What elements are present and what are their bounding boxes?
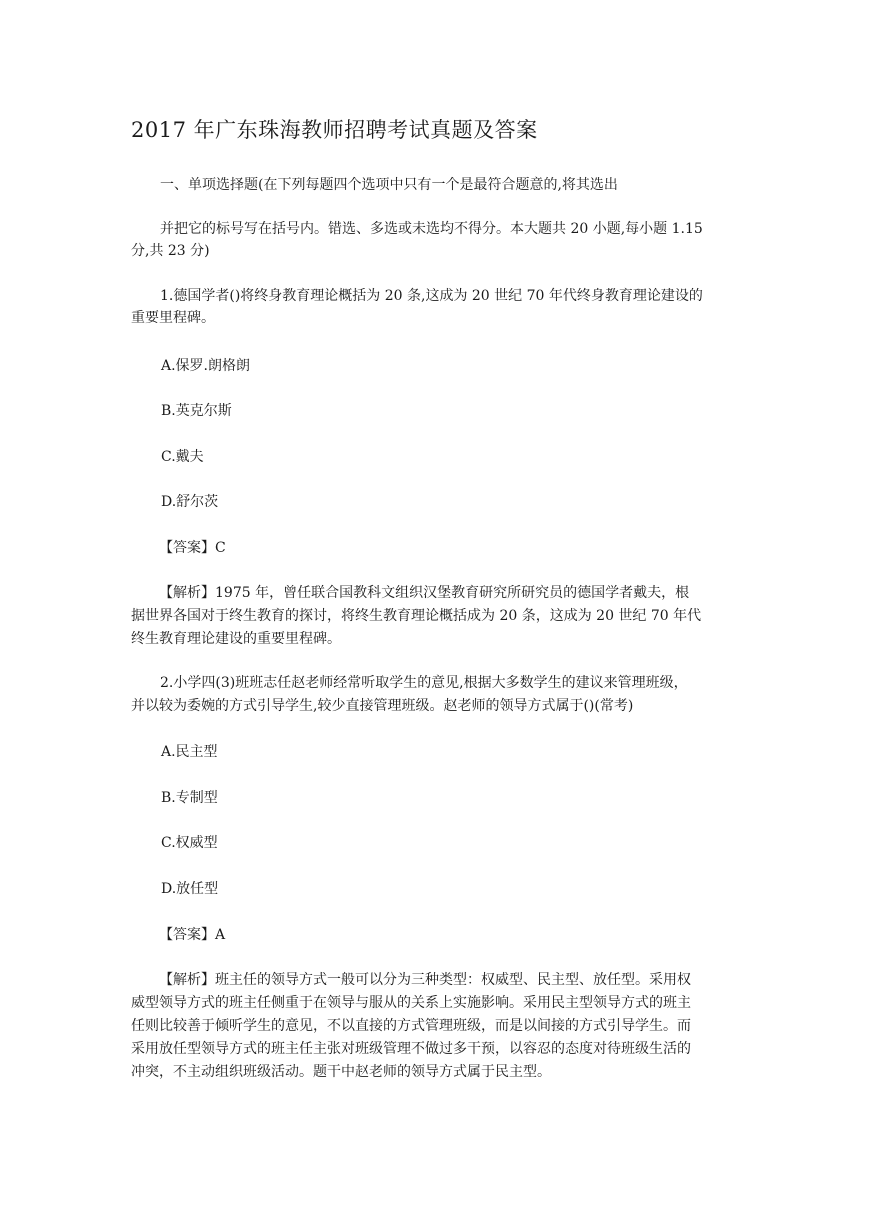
q1-option-d: D.舒尔茨 <box>161 494 219 510</box>
section-instruction-line-1: 一、单项选择题(在下列每题四个选项中只有一个是最符合题意的,将其选出 <box>160 177 618 193</box>
section-instruction-line-2: 并把它的标号写在括号内。错选、多选或未选均不得分。本大题共 20 小题,每小题 1.15 <box>160 221 703 237</box>
q1-analysis-line-1: 【解析】1975 年，曾任联合国教科文组织汉堡教育研究所研究员的德国学者戴夫，根 <box>159 585 690 601</box>
q1-option-c: C.戴夫 <box>161 449 204 465</box>
q1-option-b: B.英克尔斯 <box>161 403 232 419</box>
q2-stem-line-1: 2.小学四(3)班班志任赵老师经常听取学生的意见,根据大多数学生的建议来管理班级， <box>160 675 688 691</box>
q2-stem-line-2: 并以较为委婉的方式引导学生,较少直接管理班级。赵老师的领导方式属于()(常考) <box>131 698 634 714</box>
q1-option-a: A.保罗.朗格朗 <box>161 358 251 374</box>
q1-stem-line-2: 重要里程碑。 <box>131 310 215 326</box>
q1-analysis-line-3: 终生教育理论建设的重要里程碑。 <box>131 631 341 647</box>
q2-option-a: A.民主型 <box>161 744 218 760</box>
q2-analysis-line-4: 采用放任型领导方式的班主任主张对班级管理不做过多干预，以容忍的态度对待班级生活的 <box>131 1041 691 1057</box>
q1-analysis-line-2: 据世界各国对于终生教育的探讨，将终生教育理论概括成为 20 条，这成为 20 世纪 70 年代 <box>131 608 702 624</box>
q2-analysis-line-3: 任则比较善于倾听学生的意见，不以直接的方式管理班级，而是以间接的方式引导学生。而 <box>131 1018 691 1034</box>
q2-answer: 【答案】A <box>159 927 226 943</box>
q1-stem-line-1: 1.德国学者()将终身教育理论概括为 20 条,这成为 20 世纪 70 年代终身教育理论建设的 <box>160 288 703 304</box>
section-instruction-line-3: 分,共 23 分) <box>131 243 210 259</box>
q2-option-b: B.专制型 <box>161 790 218 806</box>
q2-analysis-line-1: 【解析】班主任的领导方式一般可以分为三种类型：权威型、民主型、放任型。采用权 <box>159 972 691 988</box>
q2-option-d: D.放任型 <box>161 881 219 897</box>
document-title: 2017 年广东珠海教师招聘考试真题及答案 <box>131 118 538 142</box>
q2-analysis-line-5: 冲突，不主动组织班级活动。题干中赵老师的领导方式属于民主型。 <box>131 1064 551 1080</box>
q2-option-c: C.权威型 <box>161 835 218 851</box>
q2-analysis-line-2: 威型领导方式的班主任侧重于在领导与服从的关系上实施影响。采用民主型领导方式的班主 <box>131 995 691 1011</box>
q1-answer: 【答案】C <box>159 540 226 556</box>
